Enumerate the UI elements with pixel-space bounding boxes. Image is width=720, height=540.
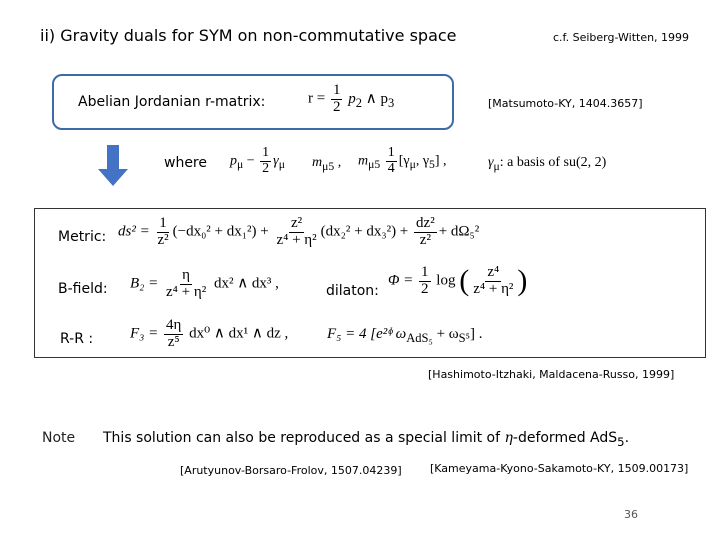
f3-frac	[164, 318, 183, 351]
m-mu5-2-sub: μ5	[368, 158, 381, 172]
r-frac-den: 2	[332, 98, 341, 115]
note-end: .	[624, 430, 630, 446]
gamma-basis	[488, 155, 606, 173]
reference-hashimoto-maldacena: [Hashimoto-Itzhaki, Maldacena-Russo, 1999]	[428, 368, 675, 381]
gamma-mu: γ	[273, 153, 279, 169]
reference-arutyunov: [Arutyunov-Borsaro-Frolov, 1507.04239]	[180, 464, 402, 477]
dilaton-half-den: 2	[421, 280, 429, 297]
reference-matsumoto: [Matsumoto-KY, 1404.3657]	[488, 97, 643, 110]
metric-frac-2-den: z⁴ + η²	[276, 231, 317, 248]
r-matrix-label: Abelian Jordanian r-matrix:	[78, 94, 266, 110]
dilaton-lhs: Φ =	[388, 272, 414, 289]
metric-ds: ds² =	[118, 223, 150, 240]
r-p2: p	[348, 90, 356, 107]
r-p2-sub: 2	[355, 95, 362, 110]
metric-frac-2-num: z²	[290, 215, 303, 231]
note-text-after: -deformed AdS	[512, 430, 618, 446]
f5-sub2: S⁵	[458, 331, 470, 345]
comm-open: [γ	[398, 153, 410, 169]
dilaton-label: dilaton:	[326, 283, 379, 299]
f5-rhs: + ω	[432, 326, 459, 342]
metric-term-3: + dΩ₅²	[438, 223, 480, 240]
reference-seiberg-witten: c.f. Seiberg-Witten, 1999	[553, 31, 690, 44]
comm-sub1: μ	[409, 158, 416, 172]
down-arrow-icon	[98, 145, 128, 187]
half-num: 1	[262, 145, 270, 160]
bfield-num: η	[182, 267, 191, 283]
f5-end: ] .	[469, 326, 483, 342]
metric-frac-3-den: z²	[419, 231, 431, 248]
metric-frac-2	[274, 216, 318, 249]
slide-title: ii) Gravity duals for SYM on non-commutative space	[40, 26, 457, 45]
dilaton-half	[419, 265, 431, 298]
quarter-num: 1	[387, 145, 395, 160]
m-mu5-2-symbol: m	[358, 153, 369, 169]
metric-frac-1-num: 1	[159, 215, 167, 231]
m-mu5-2-formula	[358, 146, 447, 176]
note-label: Note	[42, 430, 76, 446]
comma-1: ,	[337, 155, 342, 170]
note-text	[103, 430, 629, 449]
metric-frac-1-den: z²	[157, 231, 169, 248]
bfield-den: z⁴ + η²	[166, 283, 207, 300]
r-wedge: ∧ p	[361, 90, 388, 107]
f3-rhs: dx⁰ ∧ dx¹ ∧ dz ,	[189, 325, 289, 342]
metric-frac-3	[414, 216, 437, 249]
r-frac	[331, 83, 343, 116]
r-p3-sub: 3	[387, 95, 395, 110]
comm-sub2: 5	[429, 158, 435, 172]
bfield-label: B-field:	[58, 281, 108, 297]
basis-gamma-sub: μ	[493, 159, 500, 173]
metric-term-2: (dx₂² + dx₃²) +	[320, 223, 409, 240]
page-number: 36	[624, 508, 638, 521]
dilaton-log: log	[436, 272, 456, 289]
dilaton-frac	[471, 265, 515, 298]
bfield-lhs: B₂ =	[130, 275, 159, 292]
rr-label: R-R :	[60, 331, 94, 347]
half-frac	[260, 146, 271, 176]
f5-formula	[327, 326, 482, 346]
metric-formula	[118, 216, 479, 249]
m-mu5-1	[312, 155, 341, 173]
quarter-frac	[386, 146, 397, 176]
f5-sub1: AdS₅	[406, 331, 433, 345]
r-frac-num: 1	[332, 82, 341, 98]
dilaton-half-num: 1	[421, 263, 429, 280]
bfield-frac	[164, 268, 208, 301]
f3-num: 4η	[166, 317, 182, 333]
quarter-den: 4	[387, 160, 395, 176]
dilaton-den: z⁴ + η²	[473, 280, 514, 297]
metric-frac-1	[155, 216, 170, 249]
dilaton-paren-open: (	[459, 264, 470, 297]
f5-lhs: F₅ = 4 [e²ᶲ ω	[327, 326, 407, 342]
f3-lhs: F₃ =	[130, 325, 159, 342]
comma-2: ,	[443, 153, 447, 169]
bfield-rhs: dx² ∧ dx³ ,	[213, 275, 279, 292]
p-mu: p	[230, 153, 237, 169]
note-eta: η	[504, 430, 513, 446]
dilaton-num: z⁴	[487, 263, 500, 280]
basis-gamma: γ	[488, 155, 494, 170]
r-matrix-formula	[308, 83, 394, 116]
metric-term-1: (−dx₀² + dx₁²) +	[172, 223, 269, 240]
comm-mid: , γ	[415, 153, 429, 169]
where-label: where	[164, 155, 207, 171]
dilaton-paren-close: )	[517, 264, 528, 297]
f3-formula	[130, 318, 288, 351]
metric-label: Metric:	[58, 229, 107, 245]
comm-end: ]	[434, 153, 440, 169]
p-mu-sub: μ	[237, 158, 244, 172]
m-mu5-1-symbol: m	[312, 155, 323, 170]
reference-kameyama: [Kameyama-Kyono-Sakamoto-KY, 1509.00173]	[430, 462, 689, 475]
note-sub: 5	[617, 434, 625, 449]
gamma-mu-sub: μ	[278, 158, 285, 172]
dilaton-formula	[388, 264, 527, 298]
metric-frac-3-num: dz²	[416, 215, 435, 231]
r-lhs: r =	[308, 90, 326, 107]
note-text-before: This solution can also be reproduced as a special limit of	[103, 430, 505, 446]
m-mu5-1-sub: μ5	[322, 159, 335, 173]
basis-text: : a basis of su(2, 2)	[499, 155, 607, 170]
half-den: 2	[262, 160, 270, 176]
where-formula	[230, 146, 285, 176]
bfield-formula	[130, 268, 279, 301]
f3-den: z⁵	[167, 333, 180, 350]
minus: −	[243, 153, 259, 169]
